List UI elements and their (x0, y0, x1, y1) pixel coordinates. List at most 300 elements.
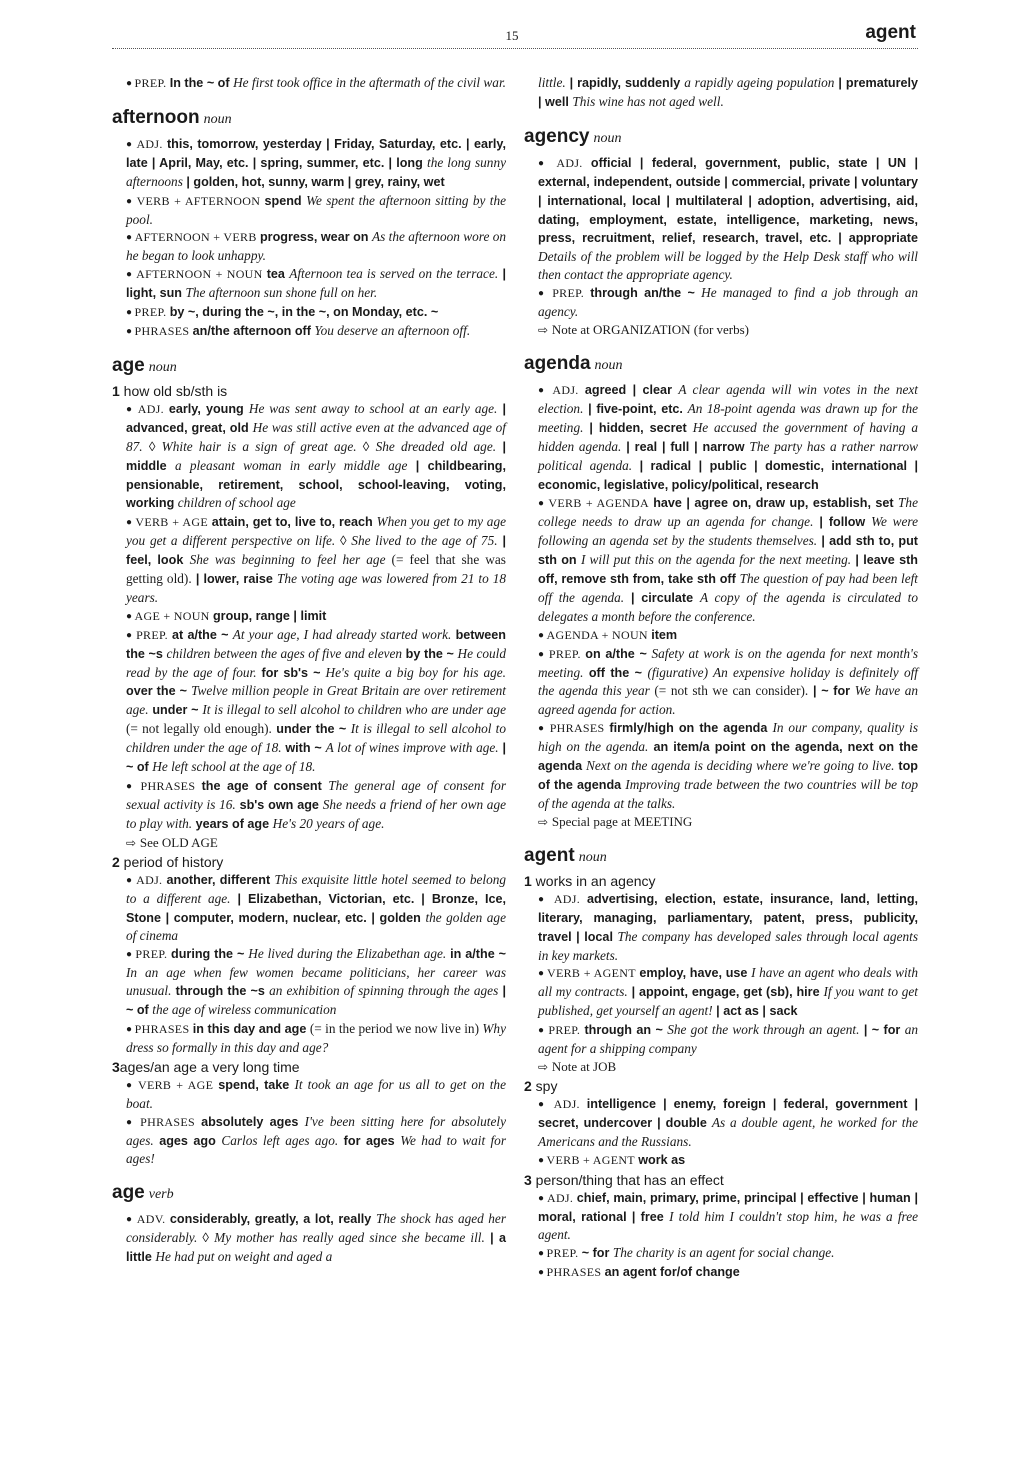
sense-gloss: a very long time (196, 1058, 300, 1075)
dictionary-entry (524, 845, 918, 1282)
part-of-speech: noun (203, 111, 232, 127)
example-text: We spent the afternoon sitting by the pool. (126, 192, 506, 227)
collocation-block (126, 871, 506, 946)
sense-heading (112, 383, 506, 399)
collocates: attain, get to, live to, reach (211, 515, 377, 530)
example-text: He first took office in the aftermath of the civil war. (233, 75, 506, 90)
pattern-label: ADJ. (553, 891, 581, 906)
bullet-icon: ● (126, 78, 135, 89)
right-column (524, 74, 918, 1296)
example-text: The general age of consent for sexual activity is 16. (126, 778, 506, 812)
example-text: At your age, I had already started work. (232, 626, 452, 642)
collocates: | five-point, etc. (583, 401, 688, 416)
collocates: the age of consent (201, 779, 329, 793)
cross-reference-target: MEETING (633, 813, 693, 829)
sense-heading (524, 1078, 918, 1094)
example-text: children of school age (177, 495, 296, 511)
headword-text: age (112, 1182, 145, 1204)
collocates: over the ~ (126, 684, 192, 699)
pattern-label: PHRASES (140, 779, 196, 793)
sense-gloss: period of history (119, 853, 224, 870)
bullet-icon: ● (126, 269, 137, 281)
collocates: progress, wear on (259, 230, 373, 245)
pattern-label: ADJ. (136, 872, 163, 887)
cross-reference-prefix: Note at (551, 1058, 594, 1074)
bullet-icon: ● (538, 968, 548, 980)
example-text: He lived during the Elizabethan age. (248, 946, 447, 962)
collocates: considerably, greatly, a lot, really (169, 1212, 376, 1227)
example-text: He managed to find a job through an agency. (538, 285, 919, 320)
collocates: | middle (126, 439, 506, 473)
collocates: with ~ (281, 741, 326, 756)
example-text: A copy of the agenda is circulated to delegates a month before the conference. (538, 589, 918, 624)
pattern-label: PHRASES (134, 323, 190, 338)
collocation-block (126, 400, 506, 513)
collocates: In the ~ of (169, 76, 234, 90)
headword-text: agenda (524, 352, 591, 374)
sense-gloss: spy (531, 1077, 558, 1094)
cross-reference (538, 1058, 918, 1076)
collocation-block (126, 513, 506, 607)
example-text: As a double agent, he worked for the Americans and the Russians. (538, 1114, 918, 1149)
cross-reference-prefix: Note at (551, 321, 594, 337)
headword (112, 1182, 506, 1204)
example-text: The college needs to draw up an agenda for change. (538, 495, 918, 530)
collocation-block (538, 494, 918, 625)
pattern-label: PREP. (135, 947, 168, 962)
sense-gloss: ages/an age (119, 1058, 197, 1075)
example-text: She needs a friend of her own age to play with. (126, 796, 506, 831)
example-text: The company has developed sales through local agents in key markets. (538, 928, 918, 963)
bullet-icon: ● (538, 1098, 554, 1110)
collocates: during the ~ (171, 947, 249, 962)
example-text: a rapidly ageing population (684, 75, 835, 90)
left-column (112, 74, 506, 1281)
collocation-block (538, 1244, 918, 1263)
sense-gloss: works in an agency (531, 872, 656, 889)
running-head: agent (865, 22, 916, 43)
example-text: I will put this on the agenda for the next meeting. (580, 552, 852, 568)
collocates: | radical | public | domestic, international | economic, legislative, policy/political, research (538, 458, 918, 492)
bullet-icon: ● (538, 498, 549, 510)
collocates: | prematurely | well (538, 76, 918, 109)
explanation-text: (= in the period we now live in) (309, 1020, 483, 1036)
pattern-label: ADJ. (553, 1096, 580, 1111)
bullet-icon: ● (126, 307, 135, 319)
bullet-icon: ● (126, 195, 137, 207)
collocates: through an/the ~ (590, 286, 702, 301)
example-text: the age of wireless communication (152, 1002, 337, 1018)
example-text: He's quite a big boy for his age. (325, 664, 506, 680)
example-text: The voting age was lowered from 21 to 18 years. (126, 571, 507, 605)
headword-text: afternoon (112, 106, 200, 128)
collocates: | follow (813, 515, 872, 530)
pattern-label: PREP. (134, 76, 167, 90)
example-text: little. (538, 75, 566, 90)
bullet-icon: ● (538, 1025, 549, 1037)
sense-number: 1 (524, 872, 532, 889)
collocation-block (538, 381, 918, 494)
collocates: sb's own age (235, 797, 323, 812)
example-text: children between the ages of five and eleven (166, 645, 403, 661)
collocates: | ~ of (126, 741, 506, 775)
pattern-label: AGE + NOUN (134, 608, 210, 623)
collocates: | Elizabethan, Victorian, etc. | Bronze, Ice, Stone | computer, modern, nuclear, etc. | golden (126, 891, 506, 925)
example-text: It is illegal to sell alcohol to children who are under age (202, 702, 506, 718)
example-text: Why dress so formally in this day and age? (126, 1020, 506, 1055)
pattern-label: ADJ. (556, 155, 583, 170)
headword (524, 845, 918, 867)
example-text: Next on the agenda is deciding where we're going to live. (586, 758, 895, 774)
part-of-speech: noun (593, 130, 622, 146)
example-text: We had to wait for ages! (126, 1132, 507, 1167)
collocation-block (538, 1021, 918, 1058)
cross-reference-target: JOB (593, 1058, 617, 1074)
collocation-block (538, 74, 918, 112)
pattern-label: PREP. (134, 305, 167, 320)
pattern-label: VERB + AGE (135, 515, 208, 530)
collocates: in a/the ~ (446, 947, 506, 962)
collocates: | advanced, great, old (126, 401, 507, 435)
bullet-icon: ● (538, 1192, 547, 1204)
example-text: I told him I couldn't stop him, he was a free agent. (538, 1208, 919, 1243)
collocates: by the ~ (402, 646, 458, 661)
collocates: | childbearing, pensionable, retirement, school, school-leaving, voting, working (126, 458, 506, 511)
dictionary-entry (524, 353, 918, 831)
collocates: | lower, raise (191, 572, 278, 587)
collocates: | ~ for (859, 1023, 905, 1038)
collocation-block (126, 192, 506, 229)
collocates: | golden, hot, sunny, warm | grey, rainy, wet (182, 174, 445, 189)
collocates: spend, take (218, 1077, 295, 1092)
example-text: She was beginning to feel her age (189, 552, 386, 568)
example-text: A clear agenda will win votes in the next election. (538, 381, 919, 416)
collocation-block (538, 1263, 918, 1282)
example-text: This exquisite little hotel seemed to belong to a different age. (126, 871, 507, 906)
example-text: She got the work through an agent. (667, 1022, 860, 1038)
pattern-label: AGENDA + NOUN (546, 627, 648, 642)
pattern-label: AFTERNOON + NOUN (136, 267, 263, 282)
sense-heading (112, 1059, 506, 1075)
cross-reference-prefix: Special page at (551, 813, 634, 829)
bullet-icon: ● (126, 1116, 141, 1128)
sense-number: 1 (112, 382, 120, 399)
collocates: | ~ of (126, 984, 506, 1018)
example-text: The shock has aged her considerably. ◊ My mother has really aged since she became ill. (126, 1211, 506, 1246)
page-number: 15 (505, 28, 519, 43)
headword (112, 107, 506, 129)
bullet-icon: ● (126, 232, 135, 244)
pattern-label: VERB + AFTERNOON (136, 193, 261, 208)
collocates: | act as | sack (712, 1004, 798, 1019)
collocates: agreed | clear (584, 382, 679, 397)
pattern-label: PREP. (136, 627, 168, 642)
collocates: through an ~ (584, 1023, 668, 1038)
collocates: have | agree on, draw up, establish, set (653, 496, 899, 511)
collocation-block (126, 303, 506, 322)
cross-reference-target: ORGANIZATION (593, 321, 691, 337)
example-text: Afternoon tea is served on the terrace. (289, 266, 499, 282)
example-text: In an age when few women became politicians, her career was unusual. (126, 965, 506, 999)
example-text: He left school at the age of 18. (152, 759, 316, 775)
example-text: He was sent away to school at an early age. (248, 400, 498, 416)
collocates: item (651, 627, 678, 642)
pattern-label: PHRASES (549, 721, 605, 736)
pattern-label: PHRASES (134, 1021, 190, 1036)
sense-number: 2 (112, 853, 120, 870)
collocates: chief, main, primary, prime, principal | effective | human | moral, rational | free (538, 1190, 918, 1224)
bullet-icon: ● (538, 288, 553, 300)
collocates: | light, sun (126, 267, 506, 301)
collocates: an item/a point on the agenda, next on the agenda (538, 740, 918, 774)
example-text: the long sunny afternoons (126, 154, 506, 189)
pattern-label: ADJ. (546, 1190, 574, 1205)
collocates: an/the afternoon off (192, 323, 315, 338)
collocates: another, different (166, 872, 275, 887)
sense-gloss: person/thing that has an effect (531, 1171, 724, 1188)
sense-heading (112, 854, 506, 870)
part-of-speech: verb (148, 1187, 174, 1203)
collocation-block (126, 322, 506, 341)
example-text: You deserve an afternoon off. (314, 322, 471, 338)
dictionary-entry (524, 74, 918, 112)
pattern-label: PREP. (548, 1023, 581, 1038)
bullet-icon: ● (126, 517, 136, 529)
collocation-block (538, 1151, 918, 1170)
collocates: ~ for (581, 1246, 613, 1261)
pattern-label: VERB + AGENT (546, 1152, 635, 1167)
collocates: top of the agenda (538, 759, 918, 792)
collocates: group, range | limit (212, 608, 327, 623)
dictionary-entry (112, 355, 506, 1168)
collocates: | rapidly, suddenly (565, 76, 685, 90)
arrow-icon: ⇨ (538, 322, 552, 337)
collocates: | ~ for (808, 684, 855, 699)
collocates: work as (638, 1152, 686, 1167)
bullet-icon: ● (538, 1154, 547, 1166)
sense-heading (524, 1172, 918, 1188)
collocates: | appoint, engage, get (sb), hire (627, 985, 824, 1000)
bullet-icon: ● (538, 723, 550, 735)
collocation-block (126, 1020, 506, 1057)
example-text: I've been sitting here for absolutely ages. (126, 1113, 506, 1148)
dictionary-entry (112, 74, 506, 93)
example-text: We were following an agenda set by the students themselves. (538, 514, 918, 549)
pattern-label: PHRASES (546, 1265, 602, 1280)
headword (524, 126, 918, 148)
pattern-label: PREP. (546, 1246, 579, 1261)
example-text: When you get to my age you get a different perspective on life. ◊ She lived to the age of 75. (126, 514, 507, 549)
pattern-label: PREP. (548, 646, 581, 661)
example-text: He had put on weight and aged a (155, 1249, 333, 1265)
collocates: ages ago (153, 1133, 222, 1148)
bullet-icon: ● (538, 648, 549, 660)
collocates: at a/the ~ (172, 627, 233, 642)
sense-number: 2 (524, 1077, 532, 1094)
bullet-icon: ● (538, 1267, 547, 1279)
part-of-speech: noun (578, 849, 607, 865)
collocates: by ~, during the ~, in the ~, on Monday, etc. ~ (169, 305, 439, 320)
collocates: employ, have, use (639, 966, 752, 981)
example-text: This wine has not aged well. (572, 93, 724, 109)
example-text: a pleasant woman in early middle age (174, 457, 408, 473)
dictionary-entry (112, 107, 506, 341)
example-text: (figurative) An expensive holiday is definitely off the agenda this year (538, 664, 918, 699)
example-text: He's 20 years of age. (272, 815, 385, 831)
cross-reference (538, 321, 918, 339)
cross-reference (538, 813, 918, 831)
pattern-label: VERB + AGENT (547, 966, 636, 981)
example-text: Twelve million people in Great Britain are over retirement age. (126, 683, 506, 718)
pattern-label: ADV. (136, 1212, 166, 1227)
collocates: for sb's ~ (256, 665, 326, 680)
example-text: I have an agent who deals with all my contracts. (538, 965, 919, 1000)
collocation-block (126, 1076, 506, 1113)
collocates: for ages (338, 1133, 401, 1148)
collocates: on a/the ~ (585, 646, 652, 661)
bullet-icon: ● (126, 403, 138, 415)
bullet-icon: ● (538, 629, 547, 641)
collocates: an agent for/of change (604, 1265, 740, 1280)
bullet-icon: ● (126, 1023, 135, 1035)
collocation-block (538, 1095, 918, 1151)
collocation-block (538, 964, 918, 1021)
example-text: Safety at work is on the agenda for next month's meeting. (538, 645, 919, 680)
collocates: advertising, election, estate, insurance, land, letting, literary, managing, parliamentary, patent, press, publicity, travel | local (538, 891, 919, 944)
example-text: He was still active even at the advanced age of 87. ◊ White hair is a sign of great age. ◊ She dreaded old age. (126, 419, 506, 454)
part-of-speech: noun (594, 357, 623, 373)
example-text: an agent for a shipping company (538, 1022, 918, 1057)
bullet-icon: ● (126, 138, 137, 150)
collocation-block (126, 1210, 506, 1267)
collocates: tea (266, 267, 290, 282)
collocation-block (126, 607, 506, 626)
example-text: We have an agreed agenda for action. (538, 683, 918, 718)
bullet-icon: ● (126, 325, 135, 337)
collocates: years of age (192, 816, 273, 831)
example-text: The party has a rather narrow political agenda. (538, 438, 919, 473)
arrow-icon: ⇨ (126, 835, 140, 850)
headword (524, 353, 918, 375)
collocates: spend (264, 193, 307, 208)
cross-reference-target: OLD AGE (161, 834, 218, 850)
collocates: off the ~ (583, 665, 648, 680)
part-of-speech: noun (148, 359, 177, 375)
headword-text: age (112, 354, 145, 376)
collocation-block (538, 154, 918, 284)
collocation-block (126, 945, 506, 1020)
example-text: Improving trade between the two countries will be top of the agenda at the talks. (538, 777, 918, 811)
example-text: The charity is an agent for social change. (612, 1245, 835, 1261)
pattern-label: PREP. (552, 286, 585, 301)
collocates: under ~ (148, 703, 203, 718)
collocation-block (538, 890, 918, 965)
bullet-icon: ● (126, 629, 137, 641)
example-text: The question of pay had been left off the agenda. (538, 571, 918, 605)
collocation-block (126, 265, 506, 303)
example-text: Carlos left ages ago. (221, 1132, 339, 1148)
collocates: firmly/high on the agenda (609, 721, 773, 736)
example-text: As the afternoon wore on he began to look unhappy. (126, 229, 507, 264)
bullet-icon: ● (126, 1214, 137, 1226)
bullet-icon: ● (538, 893, 554, 905)
collocates: | hidden, secret (583, 420, 693, 435)
collocation-block (538, 626, 918, 645)
headword-text: agent (524, 844, 575, 866)
collocates: in this day and age (192, 1021, 310, 1036)
collocation-block (538, 645, 918, 720)
collocates: | real | full | narrow (621, 439, 750, 454)
collocation-block (126, 135, 506, 192)
collocation-block (538, 1189, 918, 1245)
collocation-block (126, 228, 506, 265)
example-text: If you want to get published, get yourself an agent! (538, 984, 918, 1019)
example-text: It took an age for us all to get on the boat. (126, 1076, 506, 1111)
example-text: He accused the government of having a hidden agenda. (538, 419, 918, 454)
headword-text: agency (524, 125, 590, 147)
collocates: this, tomorrow, yesterday | Friday, Saturday, etc. | early, late | April, May, etc. | spring, summer, etc. | long (126, 136, 506, 170)
pattern-label: ADJ. (552, 382, 579, 397)
pattern-label: PHRASES (140, 1114, 195, 1129)
example-text: It is illegal to sell alcohol to children under the age of 18. (126, 721, 506, 756)
example-text: A lot of wines improve with age. (325, 740, 499, 756)
bullet-icon: ● (126, 610, 135, 622)
collocation-block (538, 284, 918, 321)
bullet-icon: ● (126, 1079, 138, 1091)
explanation-text: (= feel that she was getting old). (126, 552, 506, 587)
collocates: under the ~ (271, 722, 351, 737)
cross-reference (126, 834, 506, 852)
explanation-text: (= not legally old enough). (126, 721, 272, 737)
dictionary-entry (112, 1182, 506, 1267)
cross-reference-prefix: See (139, 834, 162, 850)
example-text: the golden age of cinema (126, 909, 506, 944)
cross-reference-suffix: (for verbs) (690, 321, 750, 337)
example-text: He could read by the age of four. (126, 645, 506, 680)
bullet-icon: ● (126, 874, 137, 886)
example-text: an exhibition of spinning through the ages (269, 983, 499, 999)
example-text: Details of the problem will be logged by the Help Desk staff who will then contact the appropriate agency. (538, 249, 918, 283)
example-text: An 18-point agenda was drawn up for the meeting. (538, 400, 918, 435)
bullet-icon: ● (126, 949, 136, 961)
collocation-block (126, 626, 506, 777)
pattern-label: ADJ. (136, 136, 163, 151)
collocates: | feel, look (126, 534, 506, 568)
collocation-block (126, 777, 506, 834)
dictionary-entry (524, 126, 918, 339)
sense-number: 3 (112, 1058, 120, 1075)
example-text: In our company, quality is high on the agenda. (538, 720, 918, 755)
explanation-text: (= not sth we can consider). (649, 683, 809, 699)
sense-heading (524, 873, 918, 889)
collocates: early, young (168, 401, 249, 416)
collocation-block (538, 719, 918, 813)
headword (112, 355, 506, 377)
pattern-label: AFTERNOON + VERB (134, 230, 257, 245)
collocates: intelligence | enemy, foreign | federal, government | secret, undercover | double (538, 1096, 918, 1130)
collocates: | add sth to, put sth on (538, 534, 918, 568)
sense-gloss: how old sb/sth is (119, 382, 228, 399)
collocates: absolutely ages (201, 1114, 305, 1129)
collocates: official | federal, government, public, state | UN | external, independent, outside | commercial, private | voluntary | international, local | multilateral | adoption, advertising, aid, dating, employment, estate, intelligence, marketing, news, press, recruitment, relief, research, travel, etc. | appropriate (538, 155, 918, 246)
collocates: between the ~s (126, 627, 507, 661)
pattern-label: VERB + AGE (138, 1077, 214, 1092)
header-rule (112, 48, 918, 49)
bullet-icon: ● (538, 157, 557, 169)
collocates: | leave sth off, remove sth from, take sth off (538, 553, 918, 587)
collocation-block (126, 1113, 506, 1169)
arrow-icon: ⇨ (538, 1059, 552, 1074)
